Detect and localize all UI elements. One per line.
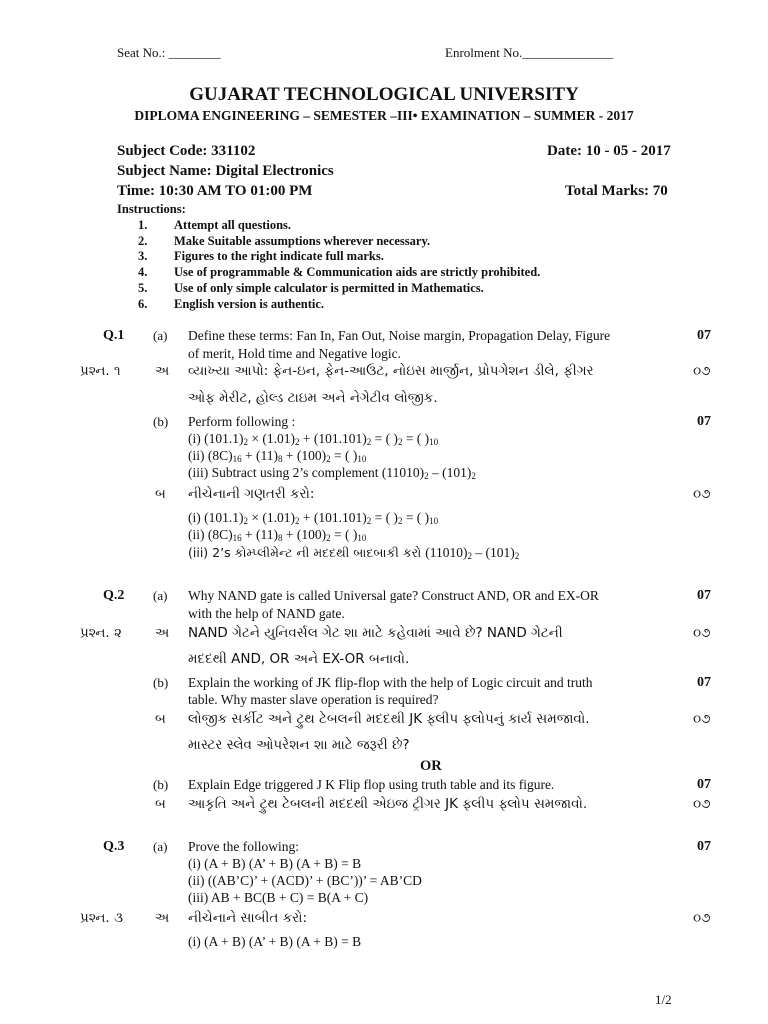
marks: 07 xyxy=(697,777,711,792)
instruction-text: Attempt all questions. xyxy=(174,218,292,232)
question-text: Perform following : xyxy=(188,414,296,429)
subject-code: Subject Code: 331102 xyxy=(117,143,256,159)
instruction-number: 4. xyxy=(138,265,148,279)
expression: (iii) Subtract using 2’s complement $(11010)_2 - (101)_2$ xyxy=(188,465,476,481)
marks-gujarati: ૦૭ xyxy=(693,910,711,926)
expression: (i) $(101.1)_2 \times (1.01)_2 + (101.101)_2$ = ( )$_2$ = ( )$_{10}$ xyxy=(188,510,439,526)
instruction-number: 3. xyxy=(138,249,148,263)
part-label-gujarati: અ xyxy=(155,625,170,641)
part-label: (a) xyxy=(153,588,168,603)
expression: (i) (A + B) (A’ + B) (A + B) = B xyxy=(188,934,362,949)
marks-gujarati: ૦૭ xyxy=(693,711,711,727)
marks: 07 xyxy=(697,675,711,690)
question-text-gujarati: લોજીક સર્કીટ અને ટ્રુથ ટેબલની મદદથી JK ફ્લીપ ફ્લોપનું કાર્ય સમજાવો. xyxy=(188,711,590,727)
question-text-gujarati: NAND ગેટને યુનિવર્સલ ગેટ શા માટે કહેવામાં આવે છે? NAND ગેટની xyxy=(188,625,563,641)
question-text: Why NAND gate is called Universal gate? Construct AND, OR and EX-OR xyxy=(188,588,599,603)
expression: (iii) AB + BC(B + C) = B(A + C) xyxy=(188,890,369,905)
part-label-gujarati: બ xyxy=(155,711,166,727)
part-label-gujarati: અ xyxy=(155,910,170,926)
question-number-gujarati: પ્રશ્ન. ૨ xyxy=(80,625,122,641)
instruction-text: English version is authentic. xyxy=(174,297,325,311)
marks: 07 xyxy=(697,328,711,343)
question-text-gujarati: વ્યાખ્યા આપો: ફેન-ઇન, ફેન-આઉટ, નોઇસ માર્જીન, પ્રોપગેશન ડીલે, ફીગર xyxy=(188,363,594,379)
instruction-text: Make Suitable assumptions wherever necessary. xyxy=(174,234,431,248)
exam-time: Time: 10:30 AM TO 01:00 PM xyxy=(117,183,313,199)
part-label-gujarati: બ xyxy=(155,796,166,812)
marks: 07 xyxy=(697,414,711,429)
exam-title: DIPLOMA ENGINEERING – SEMESTER –III• EXAMINATION – SUMMER - 2017 xyxy=(134,108,634,123)
page-number: 1/2 xyxy=(655,992,672,1007)
part-label: (a) xyxy=(153,839,168,854)
expression: (i) (A + B) (A’ + B) (A + B) = B xyxy=(188,856,362,871)
subject-name: Subject Name: Digital Electronics xyxy=(117,163,334,179)
question-text: Explain Edge triggered J K Flip flop using truth table and its figure. xyxy=(188,777,555,792)
or-divider: OR xyxy=(420,758,442,774)
question-number-gujarati: પ્રશ્ન. ૩ xyxy=(80,910,123,926)
question-text: table. Why master slave operation is required? xyxy=(188,692,439,707)
question-text: Define these terms: Fan In, Fan Out, Noise margin, Propagation Delay, Figure xyxy=(188,328,611,343)
question-text: Explain the working of JK flip-flop with the help of Logic circuit and truth xyxy=(188,675,593,690)
marks-gujarati: ૦૭ xyxy=(693,486,711,502)
marks-gujarati: ૦૭ xyxy=(693,625,711,641)
seat-number-field: Seat No.: ________ xyxy=(117,45,221,60)
marks: 07 xyxy=(697,839,711,854)
question-text: Prove the following: xyxy=(188,839,299,854)
expression: (ii) $(8C)_{16} + (11)_8 + (100)_2$ = ( )$_{10}$ xyxy=(188,448,367,464)
university-title: GUJARAT TECHNOLOGICAL UNIVERSITY xyxy=(189,84,579,105)
expression: (ii) ((AB’C)’ + (ACD)’ + (BC’))’ = AB’CD xyxy=(188,873,422,888)
enrolment-number-field: Enrolment No.______________ xyxy=(445,45,614,60)
question-text-gujarati: ઓફ મેરીટ, હોલ્ડ ટાઇમ અને નેગેટીવ લોજીક. xyxy=(188,390,438,406)
question-text-gujarati: માસ્ટર સ્લેવ ઓપરેશન શા માટે જરૂરી છે? xyxy=(188,737,410,753)
part-label: (b) xyxy=(153,675,169,690)
question-text: with the help of NAND gate. xyxy=(188,606,345,621)
exam-date: Date: 10 - 05 - 2017 xyxy=(547,143,671,159)
part-label: (a) xyxy=(153,328,168,343)
question-text: of merit, Hold time and Negative logic. xyxy=(188,346,401,361)
part-label-gujarati: બ xyxy=(155,486,166,502)
expression: (ii) $(8C)_{16} + (11)_8 + (100)_2$ = ( )$_{10}$ xyxy=(188,527,367,543)
instruction-number: 6. xyxy=(138,297,148,311)
instructions-heading: Instructions: xyxy=(117,202,186,216)
expression: (iii) 2’s કોમ્પ્લીમેન્ટ ની મદદથી બાદબાકી કરો $(11010)_2 - (101)_2$ xyxy=(188,545,520,561)
question-number: Q.2 xyxy=(103,588,125,603)
part-label: (b) xyxy=(153,777,169,792)
instruction-text: Use of only simple calculator is permitted in Mathematics. xyxy=(174,281,484,295)
marks-gujarati: ૦૭ xyxy=(693,363,711,379)
question-number: Q.3 xyxy=(103,839,125,854)
instruction-number: 1. xyxy=(138,218,148,232)
expression: (i) $(101.1)_2 \times (1.01)_2 + (101.101)_2$ = ( )$_2$ = ( )$_{10}$ xyxy=(188,431,439,447)
question-text-gujarati: નીચેનાની ગણતરી કરો: xyxy=(188,486,315,502)
question-text-gujarati: આકૃતિ અને ટ્રુથ ટેબલની મદદથી એઇજ ટ્રીગર JK ફ્લીપ ફ્લોપ સમજાવો. xyxy=(188,796,588,812)
instruction-text: Use of programmable & Communication aids are strictly prohibited. xyxy=(174,265,541,279)
instruction-number: 2. xyxy=(138,234,148,248)
marks: 07 xyxy=(697,588,711,603)
marks-gujarati: ૦૭ xyxy=(693,796,711,812)
question-text-gujarati: મદદથી AND, OR અને EX-OR બનાવો. xyxy=(188,651,410,667)
instruction-text: Figures to the right indicate full marks. xyxy=(174,249,384,263)
question-text-gujarati: નીચેનાને સાબીત કરો: xyxy=(188,910,308,926)
part-label: (b) xyxy=(153,414,169,429)
question-number-gujarati: પ્રશ્ન. ૧ xyxy=(80,363,121,379)
part-label-gujarati: અ xyxy=(155,363,170,379)
instruction-number: 5. xyxy=(138,281,148,295)
question-number: Q.1 xyxy=(103,328,125,343)
total-marks: Total Marks: 70 xyxy=(565,183,668,199)
